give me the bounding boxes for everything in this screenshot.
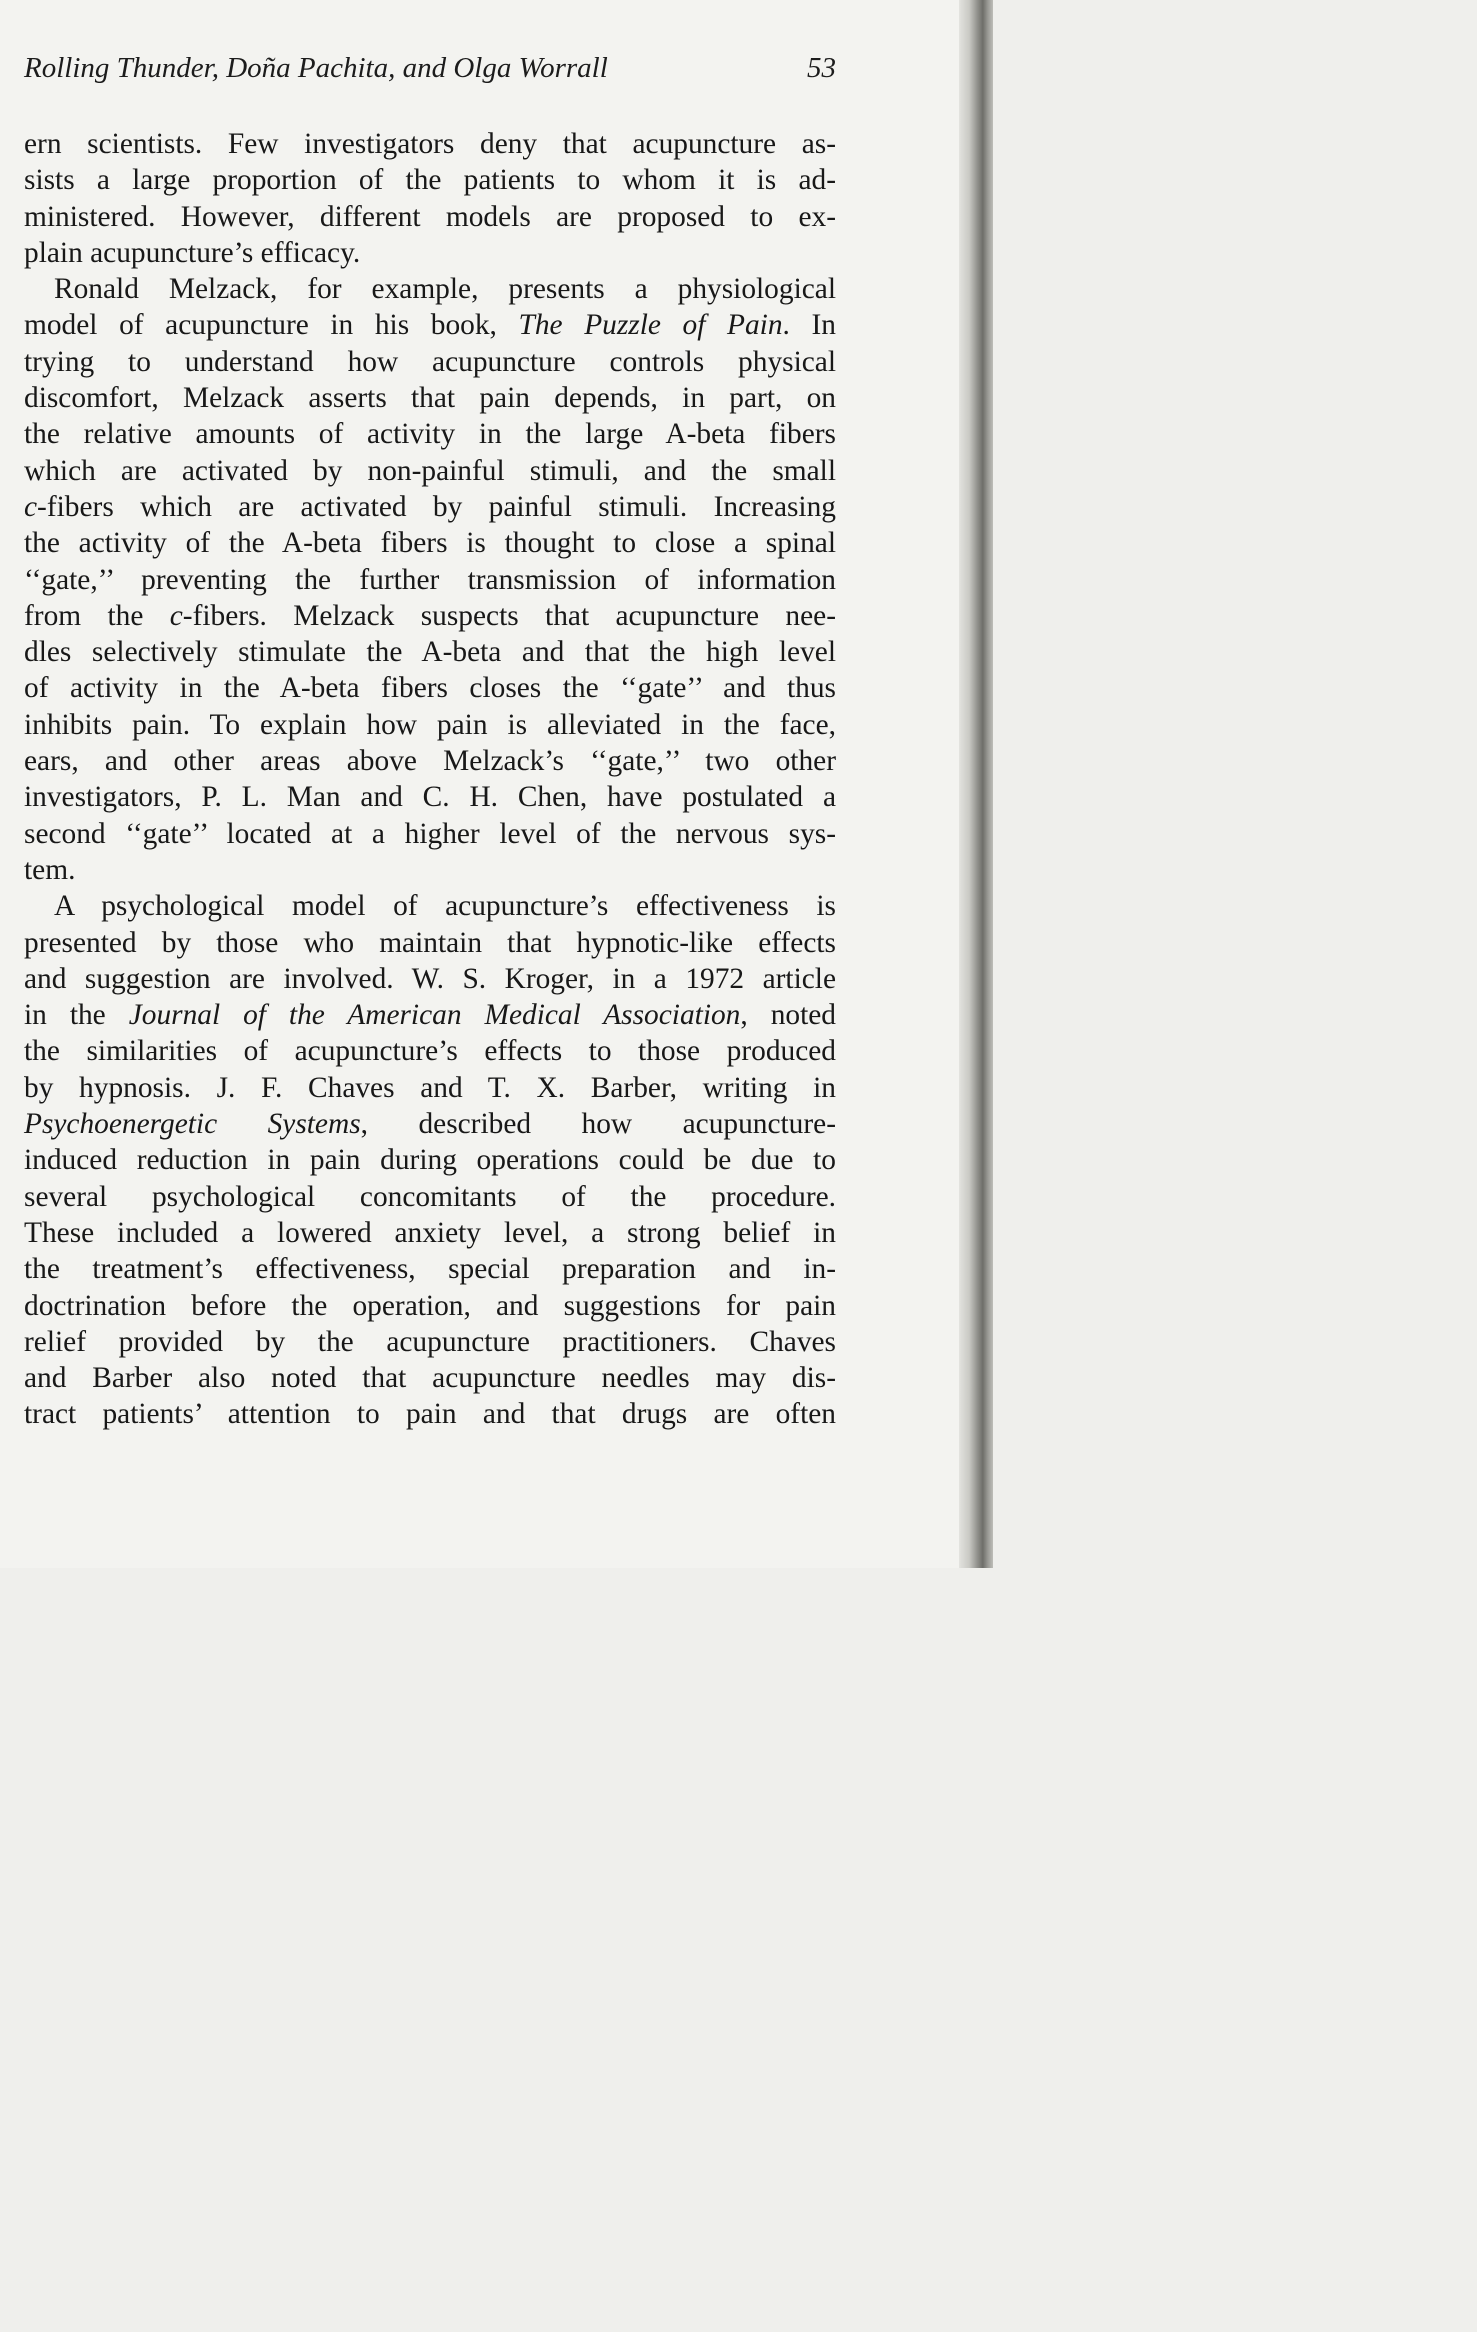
text-line: A psychological model of acupuncture’s effectiveness is [54,890,836,923]
text-line: dles selectively stimulate the A-beta and that the high level [24,636,836,669]
text-line: of activity in the A-beta fibers closes the ‘‘gate’’ and thus [24,672,836,705]
text-line: presented by those who maintain that hypnotic-like effects [24,926,836,959]
text-line: Ronald Melzack, for example, presents a physiological [54,273,836,306]
paragraph-2 [24,271,836,888]
text-line: second ‘‘gate’’ located at a higher level of the nervous sys- [24,817,836,850]
text-line: plain acupuncture’s efficacy. [24,236,361,269]
text-line: trying to understand how acupuncture controls physical [24,345,836,378]
text-line: Psychoenergetic Systems, described how acupuncture- [24,1108,836,1141]
paragraph-3 [24,888,836,1432]
text-line: induced reduction in pain during operations could be due to [24,1144,836,1177]
text-line: the similarities of acupuncture’s effects to those produced [24,1035,836,1068]
text-line: model of acupuncture in his book, The Puzzle of Pain. In [24,309,836,342]
book-spine-shadow [959,0,993,1568]
text-line: the activity of the A-beta fibers is thought to close a spinal [24,527,836,560]
text-line: relief provided by the acupuncture practitioners. Chaves [24,1325,836,1358]
text-line: the relative amounts of activity in the large A-beta fibers [24,418,836,451]
text-line: These included a lowered anxiety level, a strong belief in [24,1216,836,1249]
text-line: and suggestion are involved. W. S. Kroger, in a 1972 article [24,962,836,995]
page-number: 53 [807,52,836,84]
text-line: investigators, P. L. Man and C. H. Chen, have postulated a [24,781,836,814]
running-head [24,48,836,88]
text-line: ‘‘gate,’’ preventing the further transmission of information [24,563,836,596]
text-line: by hypnosis. J. F. Chaves and T. X. Barber, writing in [24,1071,836,1104]
text-line: several psychological concomitants of the procedure. [24,1180,836,1213]
text-line: ears, and other areas above Melzack’s ‘‘gate,’’ two other [24,745,836,778]
paragraph-1 [24,126,836,271]
text-line: in the Journal of the American Medical Association, noted [24,999,836,1032]
text-line: which are activated by non-painful stimuli, and the small [24,454,836,487]
text-line: discomfort, Melzack asserts that pain depends, in part, on [24,382,836,415]
text-line: tract patients’ attention to pain and that drugs are often [24,1398,836,1431]
text-line: ministered. However, different models are proposed to ex- [24,200,836,233]
text-line: c-fibers which are activated by painful stimuli. Increasing [24,490,836,523]
text-line: the treatment’s effectiveness, special preparation and in- [24,1253,836,1286]
text-line: tem. [24,853,76,886]
text-line: ern scientists. Few investigators deny that acupuncture as- [24,128,836,160]
text-line: sists a large proportion of the patients to whom it is ad- [24,164,836,197]
text-line: inhibits pain. To explain how pain is alleviated in the face, [24,708,836,741]
running-head-title: Rolling Thunder, Doña Pachita, and Olga Worrall [24,52,608,84]
text-line: doctrination before the operation, and suggestions for pain [24,1289,836,1322]
book-page [0,0,993,1568]
body-text [24,126,836,1433]
text-line: and Barber also noted that acupuncture needles may dis- [24,1362,836,1395]
text-line: from the c-fibers. Melzack suspects that acupuncture nee- [24,599,836,632]
